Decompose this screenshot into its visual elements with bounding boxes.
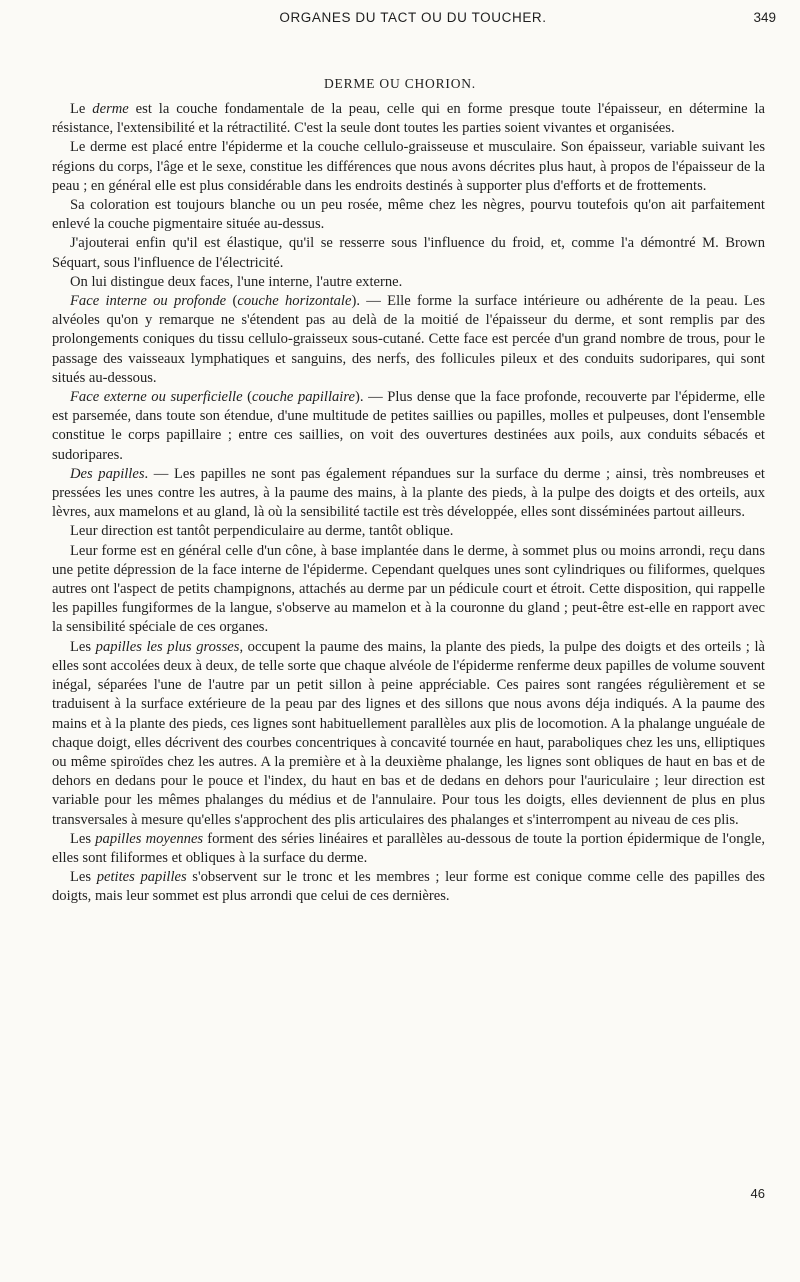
paragraph-text: Leur forme est en général celle d'un cône, à base implantée dans le derme, à sommet plus ou moins arrondi, reçu dans une petite dépression de la face interne de l'épiderme. Cependant quelques unes sont cylindriques ou filiformes, quelques autres ont l'aspect de petits champignons, attachés au derme par un pédicule court et étroit. Cette disposition, qui rappelle les papilles fungiformes de la langue, s'observe au mamelon et à la couronne du gland ; peut-être est-elle en rapport avec la sensibilité spéciale de ces organes. (52, 542, 765, 636)
italic-term: Des papilles (70, 465, 145, 482)
paragraph (52, 196, 765, 234)
paragraph (52, 638, 765, 830)
paragraph-text: Les (70, 638, 96, 655)
paragraph (52, 138, 765, 196)
paragraph-text: Leur direction est tantôt perpendiculaire au derme, tantôt oblique. (70, 523, 454, 540)
paragraph (52, 234, 765, 272)
paragraph-text: , occupent la paume des mains, la plante des pieds, la pulpe des doigts et des orteils ; là elles sont accolées deux à deux, de telle sorte que chaque alvéole de l'épiderme renferme deux papilles de volume souvent inégal, séparées l'une de l'autre par un petit sillon à peine appréciable. Ces paires sont rangées régulièrement et se traduisent à la surface extérieure de la peau par des lignes et des sillons que nous avons déja indiqués. A la paume des mains et à la plante des pieds, ces lignes sont habituellement parallèles aux plis de locomotion. A la phalange unguéale de chaque doigt, elles décrivent des courbes concentriques à concavité tournée en haut, paraboliques chez les uns, elliptiques ou même spiroïdes chez les autres. A la première et à la deuxième phalange, les lignes sont obliques de haut en bas et de dehors en dedans pour le pouce et l'index, du haut en bas et de dedans en dehors pour l'auriculaire ; leur direction est variable pour les mêmes phalanges du médius et de l'annulaire. Pour tous les doigts, elles deviennent de plus en plus transversales à mesure qu'elles s'approchent des plis articulaires des phalanges et s'interrompent au niveau de ces plis. (52, 638, 765, 828)
paragraph-text: ). — Elle forme la surface intérieure ou adhérente de la peau. Les alvéoles qu'on y remarque ne s'étendent pas au delà de la moitié de l'épaisseur du derme, et sont remplis par des prolongements coniques du tissu cellulo-graisseux sous-cutané. Cette face est percée d'un grand nombre de trous, pour le passage des vaisseaux lymphatiques et sanguins, des nerfs, des follicules pileux et des conduits sudoripares, qui sont situés au-dessous. (52, 293, 766, 386)
paragraph (52, 292, 765, 388)
paragraph (52, 273, 765, 292)
running-head (50, 10, 776, 32)
paragraph-text: J'ajouterai enfin qu'il est élastique, qu'il se resserre sous l'influence du froid, et, comme l'a démontré M. Brown Séquart, sous l'influence de l'électricité. (52, 235, 765, 271)
paragraph-text: . — Les papilles ne sont pas également répandues sur la surface du derme ; ainsi, très nombreuses et pressées les unes contre les autres, à la paume des mains, à la plante des pieds, à la pulpe des doigts et des orteils, aux lèvres, aux mamelons et au gland, là où la sensibilité tactile est très développée, elles sont disséminées partout ailleurs. (52, 465, 765, 521)
italic-term: papilles moyennes (95, 830, 204, 847)
paragraph (52, 542, 765, 638)
paragraph-text: Les (70, 869, 97, 886)
body-text (52, 100, 765, 907)
paragraph-text: est la couche fondamentale de la peau, celle qui en forme presque toute l'épaisseur, en détermine la résistance, l'extensibilité et la rétractilité. C'est la seule dont toutes les parties soient vivantes et organisées. (52, 101, 765, 137)
paragraph-text: ). — Plus dense que la face profonde, recouverte par l'épiderme, elle est parsemée, dans toute son étendue, d'une multitude de petites saillies ou papilles, molles et pulpeuses, dont l'ensemble constitue le corps papillaire ; entre ces saillies, on voit des ouvertures destinées aux poils, aux conduits sébacés et sudoripares. (52, 389, 766, 463)
paragraph (52, 465, 765, 523)
signature-folio: 46 (750, 1186, 765, 1201)
italic-term: Face externe ou superficielle (70, 389, 243, 406)
paragraph (52, 522, 765, 541)
paragraph-text: Le derme est placé entre l'épiderme et la couche cellulo-graisseuse et musculaire. Son épaisseur, variable suivant les régions du corps, l'âge et le sexe, constitue les différences que nous avons décrites plus haut, à propos de l'épaisseur de la peau ; en général elle est plus considérable dans les endroits destinés à supporter plus d'efforts et de frottements. (52, 139, 765, 194)
paragraph (52, 388, 765, 465)
section-title: DERME OU CHORION. (324, 76, 476, 91)
paragraph-text: On lui distingue deux faces, l'une interne, l'autre externe. (70, 273, 403, 290)
italic-term: couche papillaire (252, 389, 355, 406)
paragraph-text: Les (70, 830, 96, 847)
italic-term: papilles les plus grosses (95, 638, 240, 655)
italic-term: petites papilles (96, 869, 187, 886)
running-title: ORGANES DU TACT OU DU TOUCHER. (279, 10, 547, 25)
paragraph (52, 868, 765, 906)
page-number: 349 (753, 10, 776, 25)
paragraph-text: forment des séries linéaires et parallèles au-dessous de toute la portion épidermique de l'ongle, elles sont filiformes et obliques à la surface du derme. (52, 830, 765, 866)
paragraph-text: Sa coloration est toujours blanche ou un peu rosée, même chez les nègres, pourvu toutefois qu'on ait parfaitement enlevé la couche pigmentaire située au-dessus. (52, 197, 765, 233)
italic-term: couche horizontale (237, 293, 352, 310)
italic-term: derme (92, 101, 129, 117)
paragraph (52, 100, 765, 138)
paragraph-text: ( (226, 293, 238, 310)
italic-term: Face interne ou profonde (70, 293, 227, 310)
paragraph-text: Le (70, 101, 93, 117)
paragraph-text: s'observent sur le tronc et les membres ; leur forme est conique comme celle des papilles des doigts, mais leur sommet est plus arrondi que celui de ces dernières. (52, 869, 765, 905)
paragraph-text: ( (242, 389, 253, 406)
paragraph (52, 830, 765, 868)
